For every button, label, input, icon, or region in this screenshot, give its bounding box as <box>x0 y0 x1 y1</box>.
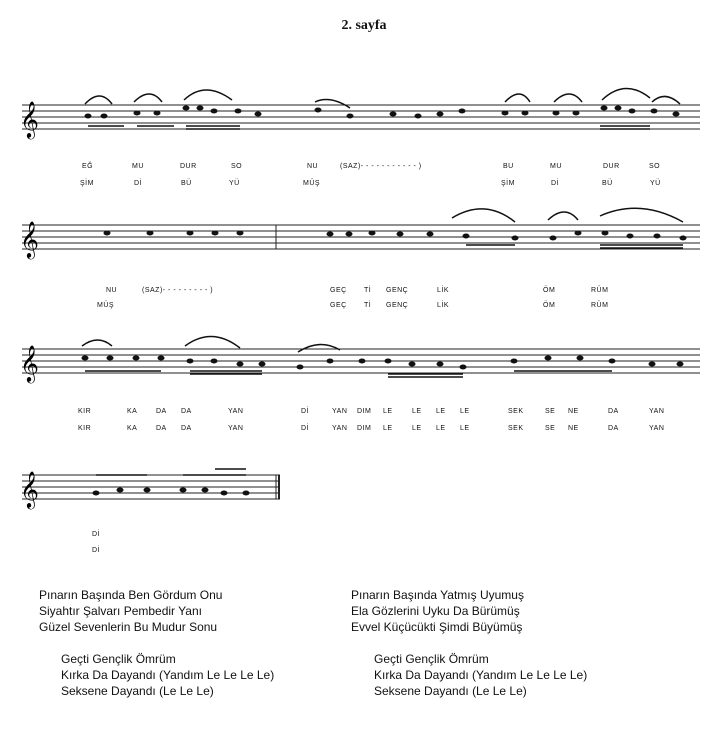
lyric-line: Evvel Küçücükti Şimdi Büyümüş <box>351 620 523 634</box>
lyric-syllable: GENÇ <box>386 287 409 294</box>
lyric-syllable: SO <box>649 163 661 170</box>
lyric-syllable: Dİ <box>134 180 142 187</box>
lyric-syllable: DA <box>608 425 619 432</box>
lyric-line: Geçti Gençlik Ömrüm <box>61 652 176 666</box>
lyric-syllable: BÜ <box>602 180 613 187</box>
treble-clef-icon: 𝄞 <box>20 470 39 508</box>
lyric-syllable: YÜ <box>650 180 661 187</box>
lyric-syllable: MÜŞ <box>97 302 115 309</box>
lyric-syllable: LE <box>436 425 446 432</box>
lyric-syllable: Tİ <box>364 302 372 309</box>
lyric-syllable: NE <box>568 408 579 415</box>
lyric-syllable: MÜŞ <box>303 180 321 187</box>
lyric-line: Pınarın Başında Yatmış Uyumuş <box>351 588 524 602</box>
lyric-syllable: MU <box>550 163 562 170</box>
lyric-syllable: YÜ <box>229 180 240 187</box>
lyric-syllable: EĞ <box>82 163 94 170</box>
lyric-line: Seksene Dayandı (Le Le Le) <box>61 684 214 698</box>
lyric-syllable: GEÇ <box>330 302 347 309</box>
lyric-syllable: DA <box>156 425 167 432</box>
lyric-syllable: YAN <box>332 425 348 432</box>
lyric-syllable: Tİ <box>364 287 372 294</box>
lyric-syllable: LİK <box>437 287 450 294</box>
lyric-syllable: DA <box>156 408 167 415</box>
lyric-syllable: YAN <box>332 408 348 415</box>
lyric-syllable: YAN <box>649 408 665 415</box>
lyric-syllable: SE <box>545 408 556 415</box>
lyric-syllable: KA <box>127 425 138 432</box>
lyric-syllable: DIM <box>357 408 372 415</box>
lyrics-right-chorus <box>374 651 587 699</box>
lyric-syllable: DA <box>181 425 192 432</box>
lyric-syllable: NE <box>568 425 579 432</box>
lyric-syllable: KA <box>127 408 138 415</box>
lyric-syllable: BÜ <box>181 180 192 187</box>
lyric-syllable: Dİ <box>301 425 309 432</box>
lyric-syllable: ŞİM <box>80 180 94 187</box>
music-staff-system-2 <box>0 200 728 300</box>
lyric-syllable: KIR <box>78 408 92 415</box>
lyric-syllable: ŞİM <box>501 180 515 187</box>
lyric-syllable: YAN <box>649 425 665 432</box>
lyric-syllable: RÜM <box>591 287 609 294</box>
lyric-syllable: ÖM <box>543 287 556 294</box>
lyric-syllable: LE <box>460 425 470 432</box>
lyric-syllable: GEÇ <box>330 287 347 294</box>
lyric-line: Kırka Da Dayandı (Yandım Le Le Le Le) <box>61 668 275 682</box>
lyric-syllable: YAN <box>228 408 244 415</box>
lyric-syllable: DA <box>181 408 192 415</box>
music-staff-system-4 <box>0 455 300 535</box>
lyric-line: Ela Gözlerini Uyku Da Bürümüş <box>351 604 520 618</box>
lyric-syllable: SEK <box>508 408 524 415</box>
treble-clef-icon: 𝄞 <box>20 220 39 258</box>
lyric-syllable: Dİ <box>551 180 559 187</box>
page-title: 2. sayfa <box>341 18 387 33</box>
lyric-syllable: NU <box>307 163 319 170</box>
lyric-syllable: KIR <box>78 425 92 432</box>
lyric-syllable: Dİ <box>92 547 100 554</box>
lyric-syllable: DA <box>608 408 619 415</box>
lyrics-left-verse <box>39 587 222 635</box>
music-staff-system-3 <box>0 318 728 418</box>
lyric-syllable: LE <box>383 408 393 415</box>
lyric-syllable: DIM <box>357 425 372 432</box>
lyric-syllable: MU <box>132 163 144 170</box>
lyric-syllable: YAN <box>228 425 244 432</box>
lyric-syllable: ÖM <box>543 302 556 309</box>
lyric-syllable: DUR <box>180 163 197 170</box>
lyric-syllable: LE <box>412 408 422 415</box>
lyric-line: Pınarın Başında Ben Gördum Onu <box>39 588 223 602</box>
lyrics-left-chorus <box>61 651 274 699</box>
lyric-syllable: BU <box>503 163 514 170</box>
lyric-syllable: LE <box>460 408 470 415</box>
lyric-syllable: RÜM <box>591 302 609 309</box>
lyric-syllable: LİK <box>437 302 450 309</box>
lyric-syllable: DUR <box>603 163 620 170</box>
lyric-syllable: Dİ <box>301 408 309 415</box>
lyric-line: Güzel Sevenlerin Bu Mudur Sonu <box>39 620 218 634</box>
lyric-syllable: (SAZ)- - - - - - - - - - - ) <box>340 163 422 170</box>
lyric-syllable: LE <box>436 408 446 415</box>
lyric-syllable: LE <box>383 425 393 432</box>
lyric-syllable: LE <box>412 425 422 432</box>
lyric-syllable: (SAZ)- - - - - - - - - ) <box>142 287 214 294</box>
lyric-syllable: GENÇ <box>386 302 409 309</box>
treble-clef-icon: 𝄞 <box>20 100 39 138</box>
lyric-line: Kırka Da Dayandı (Yandım Le Le Le Le) <box>374 668 588 682</box>
lyric-line: Siyahtır Şalvarı Pembedir Yanı <box>39 604 202 618</box>
lyrics-right-verse <box>351 587 524 635</box>
treble-clef-icon: 𝄞 <box>20 344 39 382</box>
lyric-syllable: SO <box>231 163 243 170</box>
lyric-line: Seksene Dayandı (Le Le Le) <box>374 684 527 698</box>
lyric-syllable: NU <box>106 287 118 294</box>
lyric-line: Geçti Gençlik Ömrüm <box>374 652 489 666</box>
lyric-syllable: SEK <box>508 425 524 432</box>
lyric-syllable: Dİ <box>92 531 100 538</box>
lyric-syllable: SE <box>545 425 556 432</box>
music-staff-system-1 <box>0 60 728 220</box>
